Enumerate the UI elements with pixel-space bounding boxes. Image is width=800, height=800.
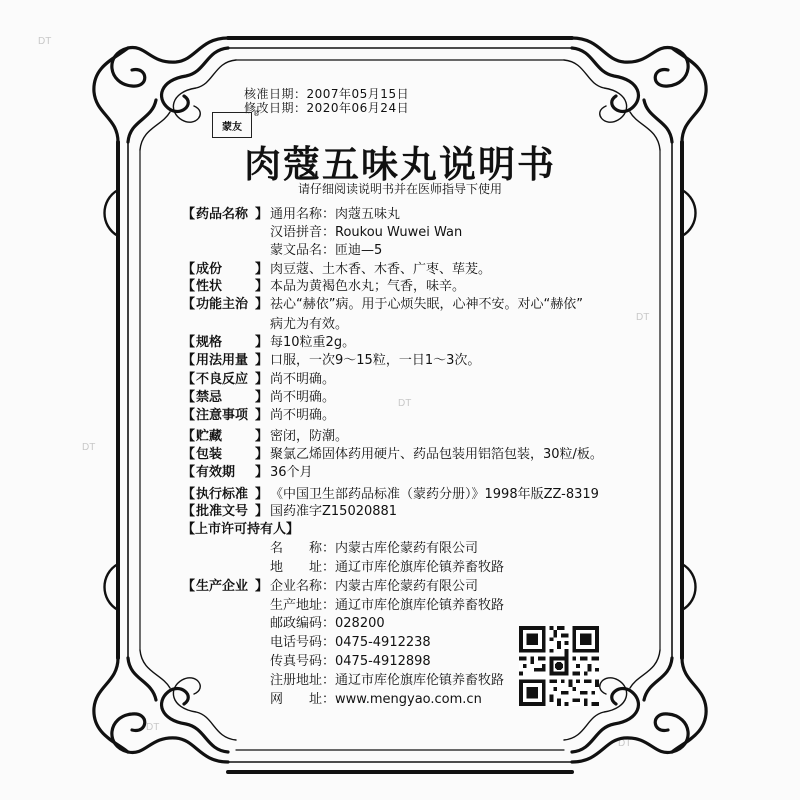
label-manufacturer: 生产企业 [196, 579, 249, 594]
label-indications: 功能主治 [196, 297, 249, 312]
dosage-value: 口服，一次9～15粒，一日1～3次。 [270, 353, 481, 368]
label-mah: 上市许可持有人 [195, 522, 287, 537]
leaflet-sheet: DT DT DT DT DT DT 核准日期：2007年05月15日 修改日期：2020年06月24日 蒙友 ® 肉蔻五味丸说明书 请仔细阅读说明书并在医师指导下使用 【 药品名称 】 通用名称：肉蔻五味丸 汉语拼音：Roukou Wuwei Wan 蒙文品名：匝迪—5 【 成份 】 肉豆蔻、土木香、木香、广枣、荜茇。 【 性状 】 本品为黄褐色水丸；气香，味辛。 【 功能主治 】 祛心“赫依”病。用于心烦失眠，心神不安。对心“赫依” 病尤为有效。 【 规格 】 每10粒重2g。 【 用法用量 】 口服，一次9～15粒，一日1～3次。 【 不良反应 】 尚不明确。 【 禁忌 】 尚不明确。 【 注意事项 】 尚不明确。 【 贮藏 】 密闭，防潮。 【 包装 】 聚氯乙烯固体药用硬片、药品包装用铝箔包装，30粒/板。 【 有效期 】 36个月 【 执行标准 】 《中国卫生部药品标准（蒙药分册）》1998年版ZZ-8319 【 批准文号 】 国药准字Z15020881 【上市许可持有人】 名 称：内蒙古库伦蒙药有限公司 地 址：通辽市库伦旗库伦镇养畜牧路 【 生产企业 】 企业名称：内蒙古库伦蒙药有限公司 生产地址：通辽市库伦旗库伦镇养畜牧路 邮政编码：028200 电话号码：0475-4912238 传真号码：0475-4912898 注册地址：通辽市库伦旗库伦镇养畜牧路 网 址：www.mengyao.com.cn [0, 0, 800, 800]
contraindications-value: 尚不明确。 [270, 390, 336, 405]
website-label: 网 址： [270, 692, 336, 707]
mah-address-label: 地 址： [270, 560, 336, 575]
approval-date: 核准日期：2007年05月15日 [244, 87, 410, 101]
mah-name-row [270, 540, 478, 558]
label-precautions: 注意事项 [196, 408, 249, 423]
properties-value: 本品为黄褐色水丸；气香，味辛。 [270, 279, 466, 294]
label-contraindications: 禁忌 [196, 390, 223, 405]
manufacturer-website-row [270, 691, 482, 709]
manufacturer-postcode: 邮政编码：028200 [270, 616, 385, 631]
indications-line-2: 病尤为有效。 [270, 317, 349, 332]
label-adverse: 不良反应 [196, 372, 249, 387]
section-mah-heading: 【上市许可持有人】 [182, 522, 300, 537]
mah-name-value: 内蒙古库伦蒙药有限公司 [335, 541, 479, 556]
watermark: DT [82, 442, 96, 453]
specification-value: 每10粒重2g。 [270, 335, 356, 350]
label-storage: 贮藏 [196, 429, 223, 444]
manufacturer-name: 企业名称：内蒙古库伦蒙药有限公司 [270, 579, 479, 594]
manufacturer-registered-address: 注册地址：通辽市库伦旗库伦镇养畜牧路 [270, 673, 505, 688]
qr-code [519, 626, 599, 706]
label-approval-number: 批准文号 [196, 504, 249, 519]
brand-logo: 蒙友 ® [212, 112, 252, 138]
manufacturer-address: 生产地址：通辽市库伦旗库伦镇养畜牧路 [270, 598, 505, 613]
mah-address-value: 通辽市库伦旗库伦镇养畜牧路 [335, 560, 505, 575]
manufacturer-fax: 传真号码：0475-4912898 [270, 654, 431, 669]
label-standard: 执行标准 [196, 487, 249, 502]
packaging-value: 聚氯乙烯固体药用硬片、药品包装用铝箔包装，30粒/板。 [270, 447, 603, 462]
mah-address-row [270, 559, 504, 577]
page-title: 肉蔻五味丸说明书 [244, 143, 556, 186]
watermark: DT [618, 738, 632, 749]
pinyin-name: 汉语拼音：Roukou Wuwei Wan [270, 225, 463, 240]
label-drug-name: 药品名称 [196, 207, 249, 222]
mah-name-label: 名 称： [270, 541, 336, 556]
approval-number-value: 国药准字Z15020881 [270, 504, 398, 519]
label-validity: 有效期 [196, 465, 236, 480]
watermark: DT [146, 722, 160, 733]
label-ingredients: 成份 [196, 262, 223, 277]
manufacturer-phone: 电话号码：0475-4912238 [270, 635, 431, 650]
watermark: DT [636, 312, 650, 323]
storage-value: 密闭，防潮。 [270, 429, 349, 444]
page-subtitle: 请仔细阅读说明书并在医师指导下使用 [297, 182, 502, 196]
adverse-value: 尚不明确。 [270, 372, 336, 387]
label-packaging: 包装 [196, 447, 223, 462]
generic-name: 通用名称：肉蔻五味丸 [270, 207, 401, 222]
revision-date: 修改日期：2020年06月24日 [244, 101, 410, 115]
ingredients-value: 肉豆蔻、土木香、木香、广枣、荜茇。 [270, 262, 492, 277]
watermark: DT [38, 36, 52, 47]
standard-value: 《中国卫生部药品标准（蒙药分册）》1998年版ZZ-8319 [270, 487, 599, 502]
label-dosage: 用法用量 [196, 353, 249, 368]
precautions-value: 尚不明确。 [270, 408, 336, 423]
website-value: www.mengyao.com.cn [335, 692, 482, 707]
label-specification: 规格 [196, 335, 223, 350]
indications-line-1: 祛心“赫依”病。用于心烦失眠，心神不安。对心“赫依” [270, 297, 583, 312]
label-properties: 性状 [196, 279, 223, 294]
mongolian-name: 蒙文品名：匝迪—5 [270, 243, 383, 258]
validity-value: 36个月 [270, 465, 313, 480]
watermark: DT [398, 398, 412, 409]
